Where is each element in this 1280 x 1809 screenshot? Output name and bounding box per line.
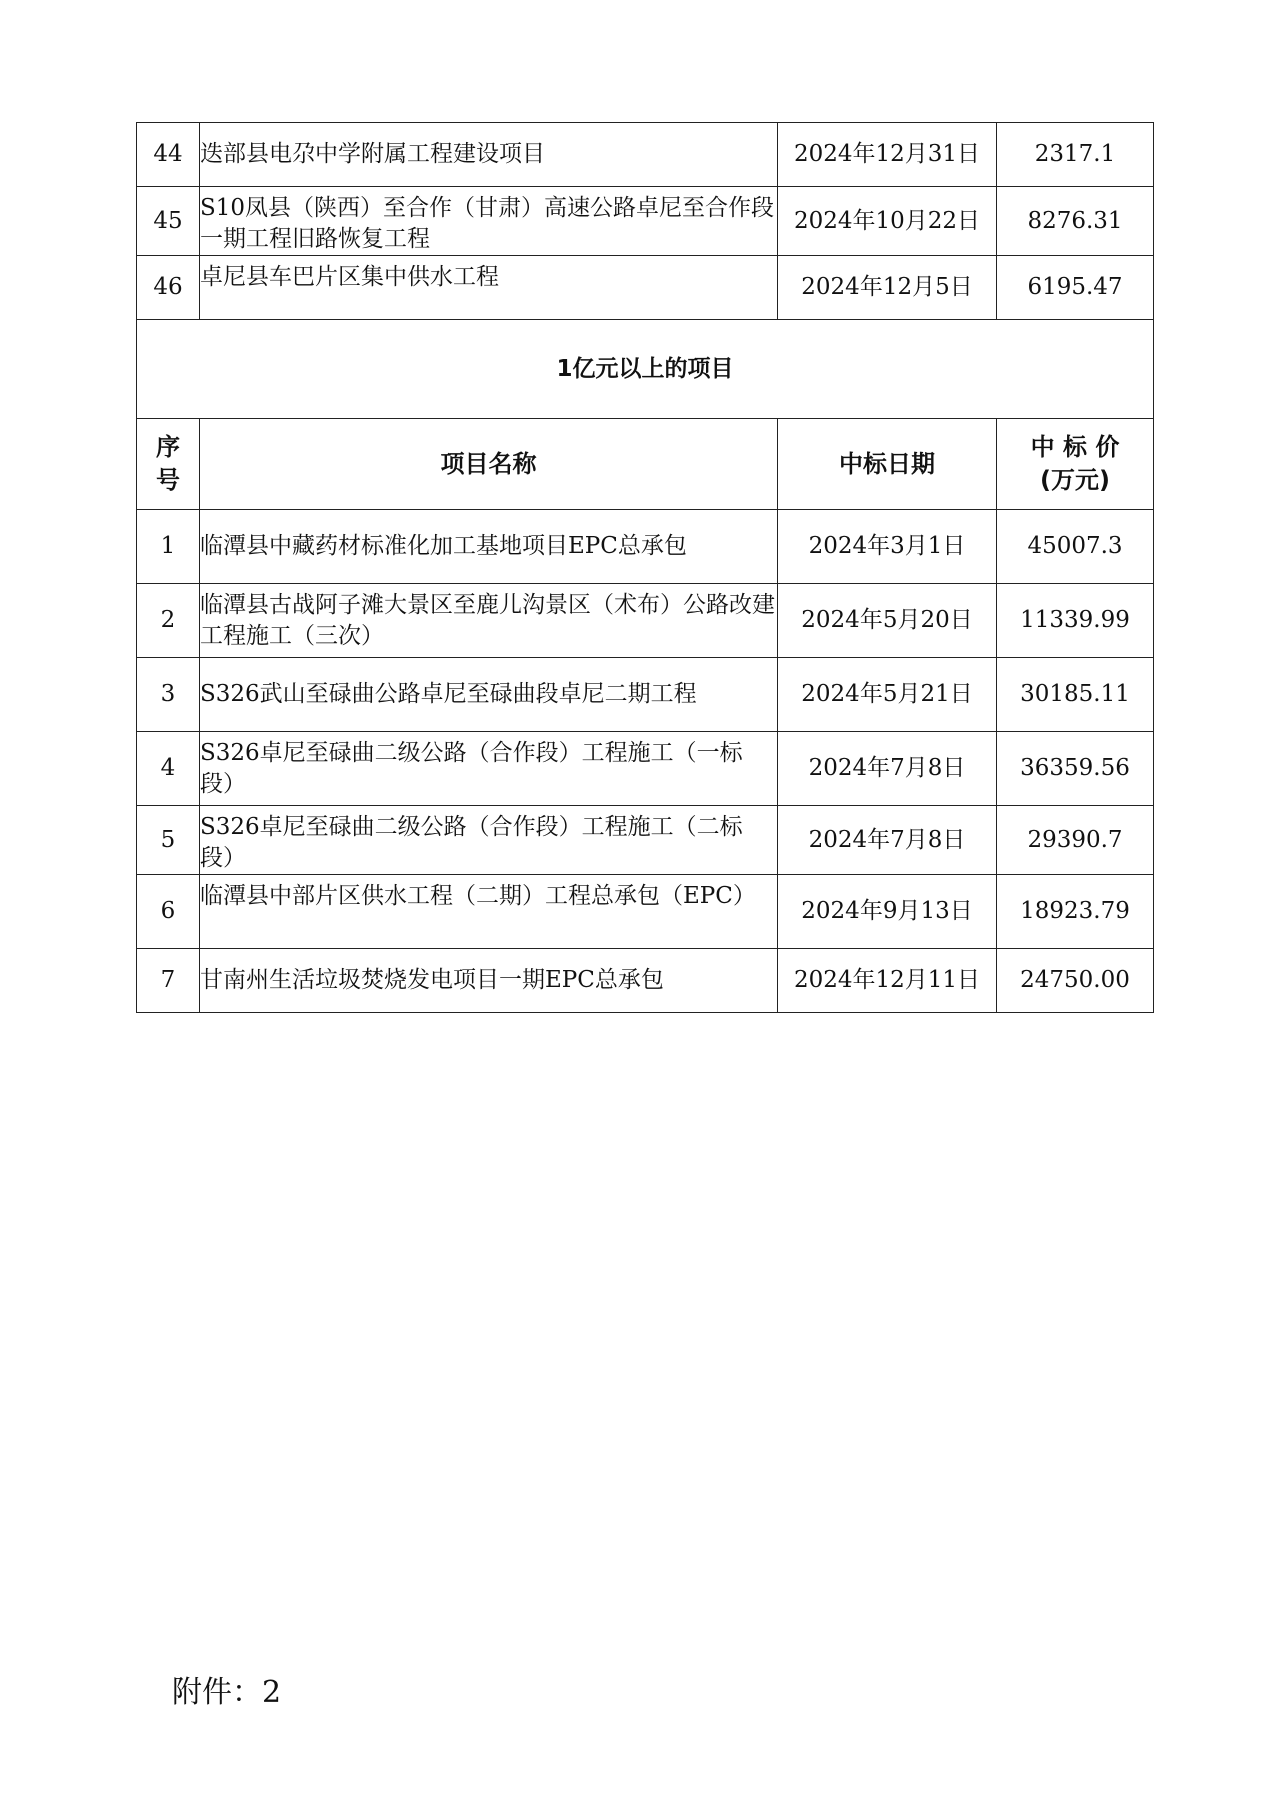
table-row — [137, 584, 1154, 658]
bid-date: 2024年3月1日 — [778, 510, 997, 584]
bid-price: 2317.1 — [997, 123, 1154, 187]
table-row — [137, 187, 1154, 256]
bid-price: 11339.99 — [997, 584, 1154, 658]
bid-table — [136, 122, 1154, 1013]
table-row — [137, 510, 1154, 584]
header-no-text: 序号 — [156, 433, 180, 494]
project-name: 临潭县中部片区供水工程（二期）工程总承包（EPC） — [200, 875, 778, 949]
header-price-line2: (万元) — [1040, 466, 1110, 494]
section-row — [137, 320, 1154, 419]
row-number: 44 — [137, 123, 200, 187]
project-name: 迭部县电尕中学附属工程建设项目 — [200, 123, 778, 187]
header-row — [137, 419, 1154, 510]
bid-date: 2024年7月8日 — [778, 806, 997, 875]
header-name: 项目名称 — [200, 419, 778, 510]
row-number: 6 — [137, 875, 200, 949]
table-row — [137, 658, 1154, 732]
table-row — [137, 875, 1154, 949]
bid-price: 29390.7 — [997, 806, 1154, 875]
bid-price: 6195.47 — [997, 256, 1154, 320]
attachment-label: 附件：2 — [172, 1675, 282, 1710]
row-number: 3 — [137, 658, 200, 732]
bid-date: 2024年12月5日 — [778, 256, 997, 320]
project-name: 甘南州生活垃圾焚烧发电项目一期EPC总承包 — [200, 949, 778, 1013]
bid-price: 24750.00 — [997, 949, 1154, 1013]
bid-price: 45007.3 — [997, 510, 1154, 584]
project-name: S326卓尼至碌曲二级公路（合作段）工程施工（二标段） — [200, 806, 778, 875]
header-price — [997, 419, 1154, 510]
project-name: 卓尼县车巴片区集中供水工程 — [200, 256, 778, 320]
project-name: S326卓尼至碌曲二级公路（合作段）工程施工（一标段） — [200, 732, 778, 806]
row-number: 4 — [137, 732, 200, 806]
row-number: 7 — [137, 949, 200, 1013]
project-name: 临潭县古战阿子滩大景区至鹿儿沟景区（术布）公路改建工程施工（三次） — [200, 584, 778, 658]
bid-date: 2024年7月8日 — [778, 732, 997, 806]
bid-price: 30185.11 — [997, 658, 1154, 732]
header-no — [137, 419, 200, 510]
project-name: S10凤县（陕西）至合作（甘肃）高速公路卓尼至合作段一期工程旧路恢复工程 — [200, 187, 778, 256]
bid-date: 2024年10月22日 — [778, 187, 997, 256]
row-number: 5 — [137, 806, 200, 875]
project-name: S326武山至碌曲公路卓尼至碌曲段卓尼二期工程 — [200, 658, 778, 732]
bid-date: 2024年9月13日 — [778, 875, 997, 949]
header-date: 中标日期 — [778, 419, 997, 510]
bid-date: 2024年5月21日 — [778, 658, 997, 732]
bid-date: 2024年5月20日 — [778, 584, 997, 658]
table-row — [137, 256, 1154, 320]
bid-date: 2024年12月11日 — [778, 949, 997, 1013]
row-number: 1 — [137, 510, 200, 584]
bid-price: 36359.56 — [997, 732, 1154, 806]
row-number: 46 — [137, 256, 200, 320]
bid-price: 8276.31 — [997, 187, 1154, 256]
table-row — [137, 949, 1154, 1013]
table-row — [137, 123, 1154, 187]
table-row — [137, 806, 1154, 875]
row-number: 2 — [137, 584, 200, 658]
bid-date: 2024年12月31日 — [778, 123, 997, 187]
bid-price: 18923.79 — [997, 875, 1154, 949]
project-name: 临潭县中藏药材标准化加工基地项目EPC总承包 — [200, 510, 778, 584]
section-title: 1亿元以上的项目 — [137, 320, 1154, 419]
table-row — [137, 732, 1154, 806]
header-price-line1: 中 标 价 — [1030, 433, 1120, 461]
row-number: 45 — [137, 187, 200, 256]
